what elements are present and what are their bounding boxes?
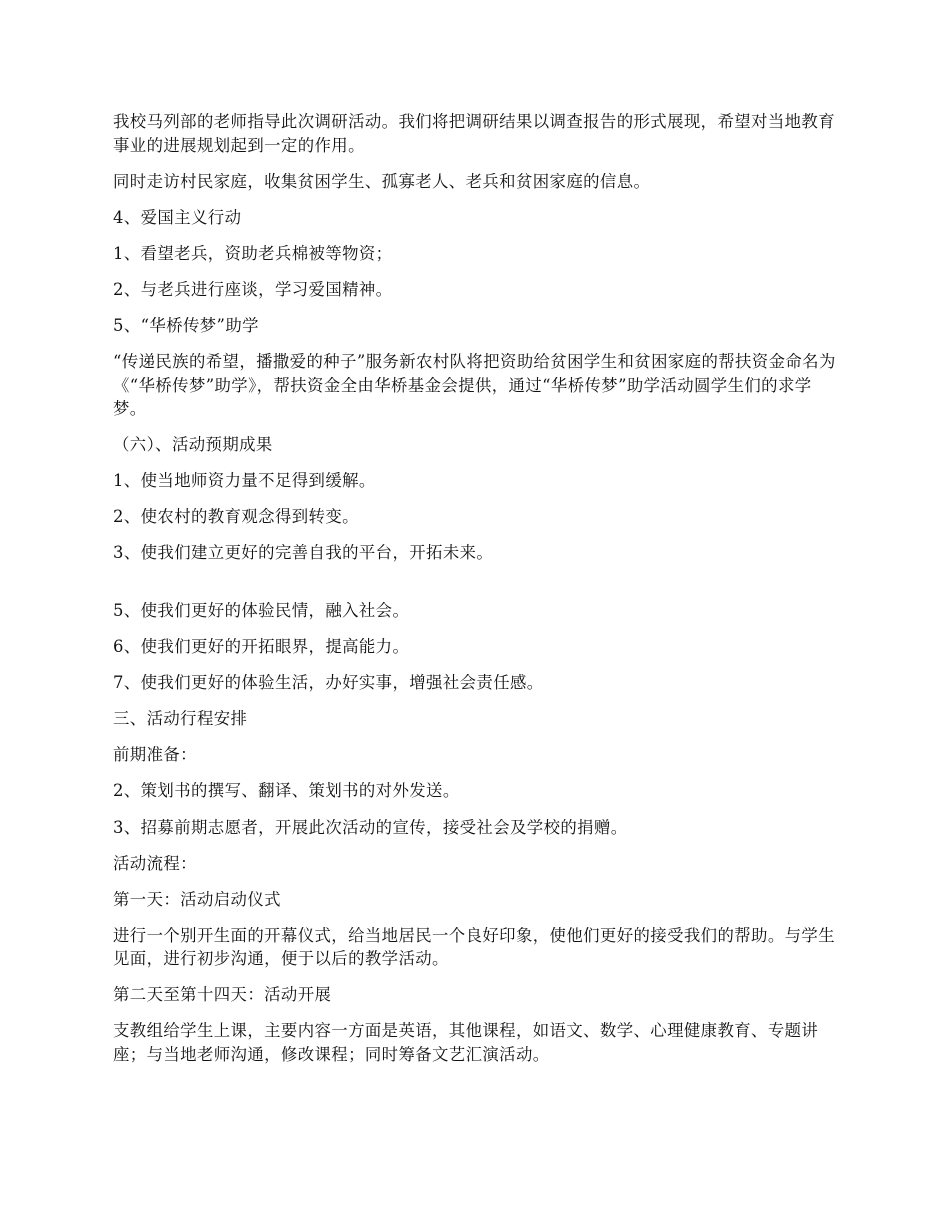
list-item-result-6: 6、使我们更好的开拓眼界，提高能力。 <box>113 637 410 657</box>
heading-patriotism-action: 4、爱国主义行动 <box>113 207 242 227</box>
list-item-result-7: 7、使我们更好的体验生活，办好实事，增强社会责任感。 <box>113 673 544 693</box>
list-item-result-2: 2、使农村的教育观念得到转变。 <box>113 507 359 527</box>
heading-activity-flow: 活动流程： <box>113 853 197 873</box>
heading-day-one: 第一天：活动启动仪式 <box>113 889 281 909</box>
list-item-result-5: 5、使我们更好的体验民情，融入社会。 <box>113 600 410 620</box>
paragraph-visit-families: 同时走访村民家庭，收集贫困学生、孤寡老人、老兵和贫困家庭的信息。 <box>113 171 651 191</box>
heading-huaqiao-aid: 5、“华桥传梦”助学 <box>113 315 259 335</box>
paragraph-day-one: 进行一个别开生面的开幕仪式，给当地居民一个良好印象，使他们更好的接受我们的帮助。与学生见面，进行初步沟通，便于以后的教学活动。 <box>113 925 835 969</box>
list-item-visit-veterans: 1、看望老兵，资助老兵棉被等物资； <box>113 243 393 263</box>
list-item-result-1: 1、使当地师资力量不足得到缓解。 <box>113 471 376 491</box>
list-item-prep-2: 2、策划书的撰写、翻译、策划书的对外发送。 <box>113 781 460 801</box>
list-item-result-3: 3、使我们建立更好的完善自我的平台，开拓未来。 <box>113 543 494 563</box>
heading-expected-results: （六）、活动预期成果 <box>113 435 273 455</box>
list-item-prep-3: 3、招募前期志愿者，开展此次活动的宣传，接受社会及学校的捐赠。 <box>113 817 628 837</box>
list-item-veteran-talk: 2、与老兵进行座谈，学习爱国精神。 <box>113 279 393 299</box>
heading-day-two-fourteen: 第二天至第十四天：活动开展 <box>113 985 332 1005</box>
document-page <box>113 110 843 1079</box>
heading-schedule: 三、活动行程安排 <box>113 709 248 729</box>
paragraph-day-two-fourteen: 支教组给学生上课，主要内容一方面是英语，其他课程，如语文、数学、心理健康教育、专题讲座；与当地老师沟通，修改课程；同时筹备文艺汇演活动。 <box>113 1021 819 1064</box>
paragraph-huaqiao-aid: “传递民族的希望，播撒爱的种子”服务新农村队将把资助给贫困学生和贫困家庭的帮扶资金命名为《“华桥传梦”助学》，帮扶资金全由华桥基金会提供，通过“华桥传梦”助学活动圆学生们的求学梦。 <box>113 352 836 419</box>
heading-preparation: 前期准备： <box>113 745 197 765</box>
paragraph-guidance: 我校马列部的老师指导此次调研活动。我们将把调研结果以调查报告的形式展现，希望对当地教育事业的进展规划起到一定的作用。 <box>113 112 835 155</box>
